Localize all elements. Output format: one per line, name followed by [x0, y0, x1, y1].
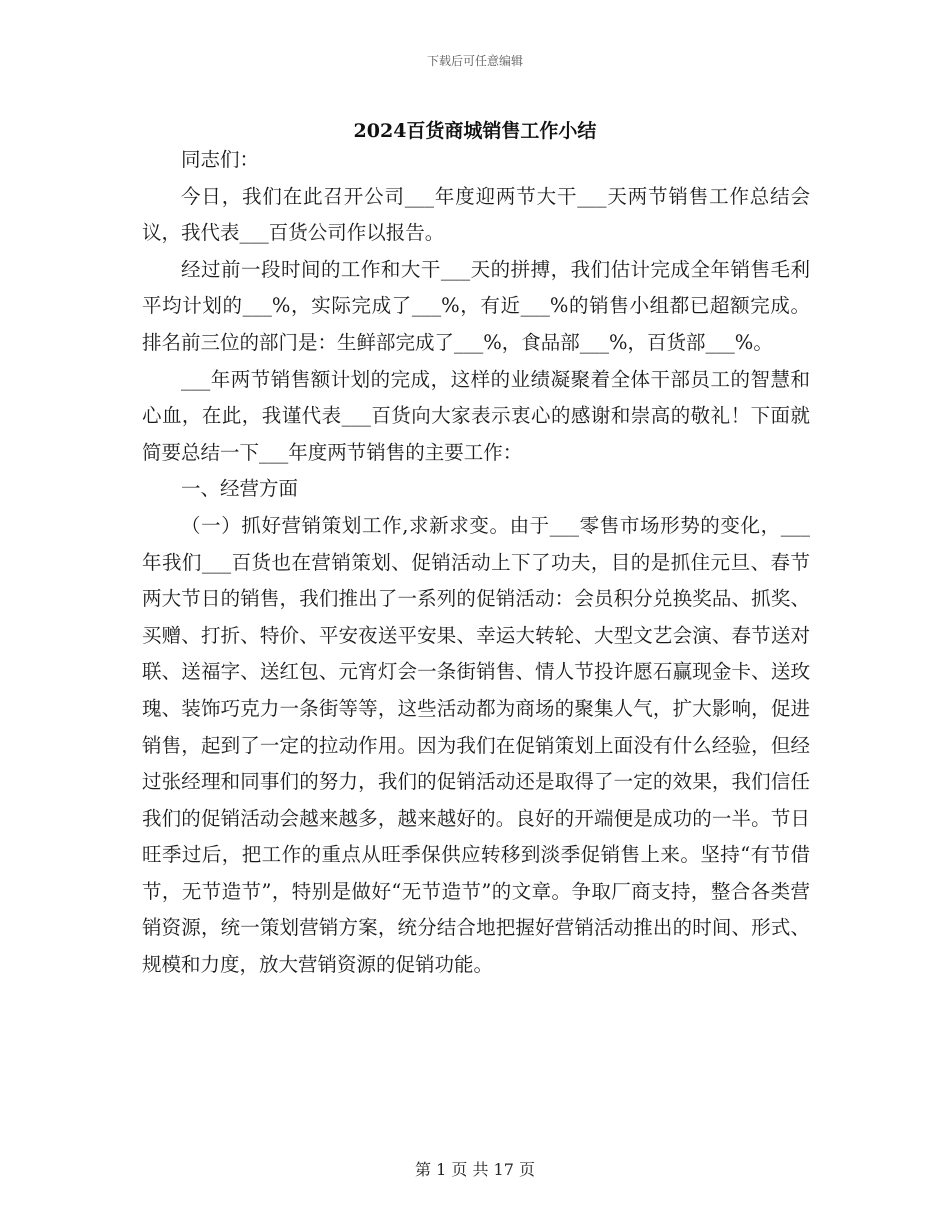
paragraph-salutation: 同志们： [181, 148, 260, 171]
page-number: 第 1 页 共 17 页 [415, 1160, 535, 1179]
header-note: 下载后可任意编辑 [426, 54, 523, 68]
paragraph-intro: 今日，我们在此召开公司___年度迎两节大干___天两节销售工作总结会议，我代表___百货公司作以报告。 [142, 184, 810, 245]
document-body [142, 142, 810, 984]
paragraph-thanks: ___年两节销售额计划的完成，这样的业绩凝聚着全体干部员工的智慧和心血，在此，我谨代表___百货向大家表示衷心的感谢和崇高的敬礼！下面就简要总结一下___年度两节销售的主要工作： [142, 367, 810, 464]
section-heading-operations: 一、经营方面 [181, 477, 299, 501]
paragraph-results: 经过前一段时间的工作和大干___天的拼搏，我们估计完成全年销售毛利平均计划的___%，实际完成了___%，有近___%的销售小组都已超额完成。排名前三位的部门是：生鲜部完成了___%，食品部___%，百货部___%。 [142, 257, 810, 354]
document-title: 2024百货商城销售工作小结 [353, 120, 597, 142]
paragraph-marketing: （一）抓好营销策划工作,求新求变。由于___零售市场形势的变化，___年我们___百货也在营销策划、促销活动上下了功夫，目的是抓住元旦、春节两大节日的销售，我们推出了一系列的促销活动：会员积分兑换奖品、抓奖、买赠、打折、特价、平安夜送平安果、幸运大转轮、大型文艺会演、春节送对联、送福字、送红包、元宵灯会一条街销售、情人节投许愿石赢现金卡、送玫瑰、装饰巧克力一条街等等，这些活动都为商场的聚集人气，扩大影响，促进销售，起到了一定的拉动作用。因为我们在促销策划上面没有什么经验，但经过张经理和同事们的努力，我们的促销活动还是取得了一定的效果，我们信任我们的促销活动会越来越多，越来越好的。良好的开端便是成功的一半。节日旺季过后，把工作的重点从旺季保供应转移到淡季促销售上来。坚持“有节借节，无节造节”，特别是做好“无节造节”的文章。争取厂商支持，整合各类营销资源，统一策划营销方案，统分结合地把握好营销活动推出的时间、形式、规模和力度，放大营销资源的促销功能。 [142, 513, 810, 977]
